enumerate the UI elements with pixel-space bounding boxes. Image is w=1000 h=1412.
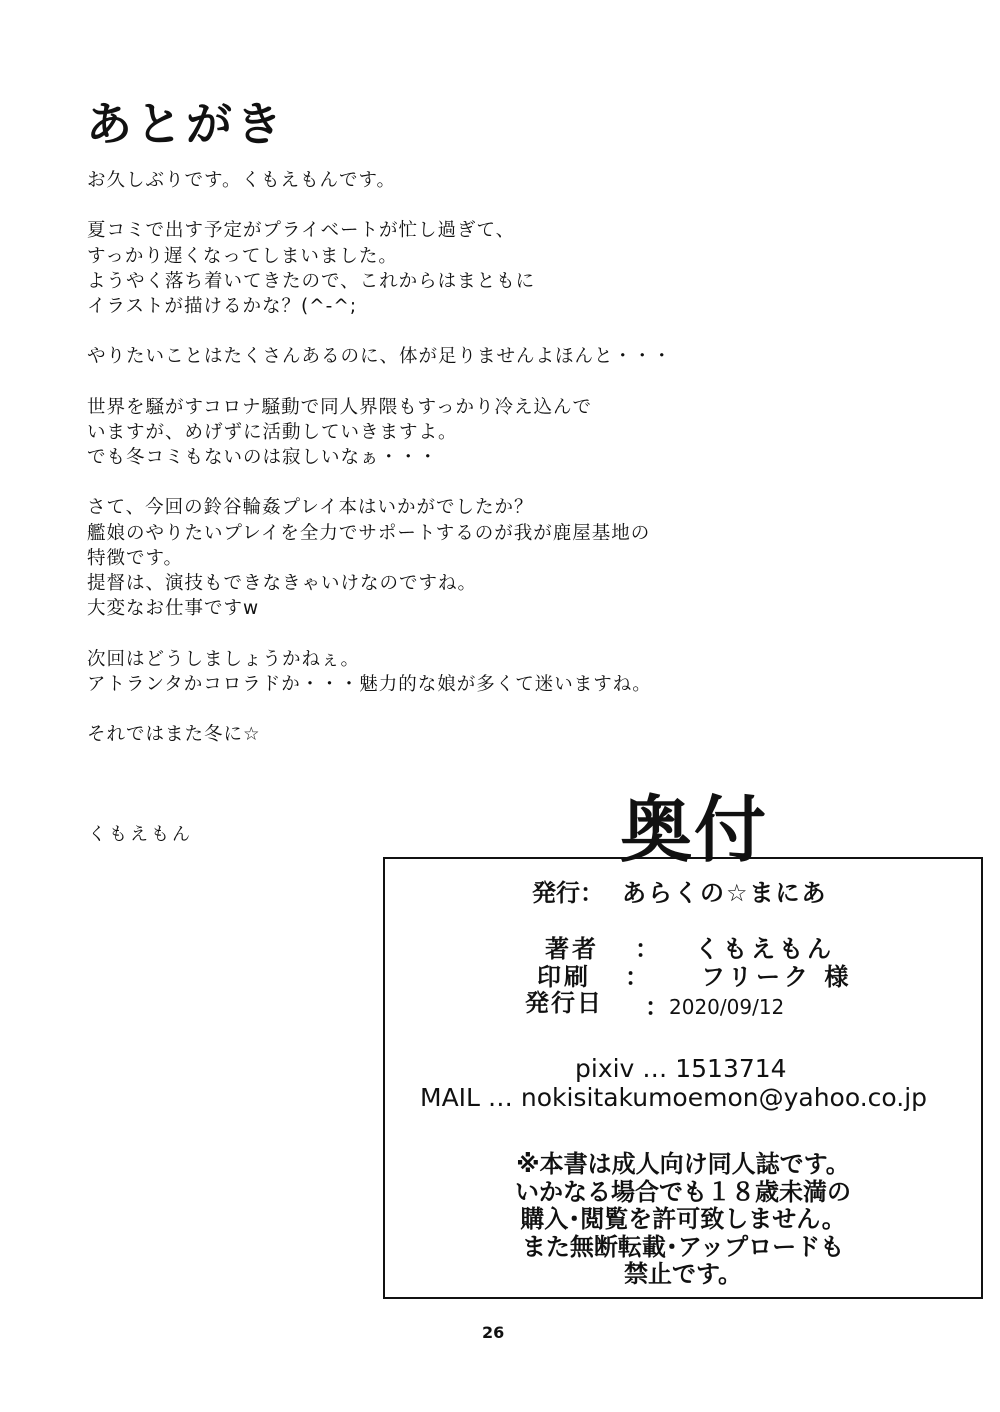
publisher-label: 発行：: [532, 879, 604, 907]
date-label: 発行日: [525, 989, 603, 1017]
afterword-title: あとがき: [86, 97, 286, 151]
afterword-line: イラストが描けるかな？(^-^;: [87, 295, 358, 317]
afterword-line: でも冬コミもないのは寂しいなぁ・・・: [87, 447, 439, 469]
notice-line: 購入･閲覧を許可致しません。: [520, 1205, 846, 1233]
printer-label: 印刷: [537, 963, 591, 991]
blank-line: [87, 697, 672, 722]
date-value: 2020/09/12: [669, 995, 785, 1019]
author-sep: ：: [635, 935, 659, 963]
afterword-line: いますが、めげずに活動していきますよ。: [87, 421, 458, 443]
printer-value: フリーク 様: [701, 963, 853, 991]
afterword-line: お久しぶりです。くもえもんです。: [87, 170, 397, 191]
blank-line: [87, 319, 672, 344]
printer-sep: ：: [625, 963, 649, 991]
page-number: 26: [482, 1323, 505, 1342]
afterword-line: 世界を騒がすコロナ騒動で同人界隈もすっかり冷え込んで: [87, 396, 592, 418]
afterword-line: やりたいことはたくさんあるのに、体が足りませんよほんと・・・: [87, 346, 673, 368]
afterword-line: すっかり遅くなってしまいました。: [87, 245, 398, 267]
afterword-line: 夏コミで出す予定がプライベートが忙し過ぎて、: [87, 220, 516, 242]
date-sep: ：: [645, 993, 669, 1021]
afterword-line: 提督は、演技もできなきゃいけなのですね。: [87, 573, 478, 594]
pixiv-id: pixiv … 1513714: [575, 1054, 787, 1083]
afterword-line: それではまた冬に☆: [87, 724, 261, 746]
blank-line: [87, 621, 672, 646]
colophon-box: [383, 857, 983, 1299]
blank-line: [87, 370, 672, 395]
afterword-line: 次回はどうしましょうかねぇ。: [87, 648, 361, 670]
afterword-line: さて、今回の鈴谷輪姦プレイ本はいかがでしたか？: [87, 497, 534, 519]
blank-line: [87, 470, 672, 495]
notice-line: いかなる場合でも１８歳未満の: [515, 1177, 851, 1206]
age-restriction-notice: [385, 1151, 981, 1289]
author-label: 著者: [545, 935, 599, 963]
notice-line: ※本書は成人向け同人誌です。: [516, 1150, 850, 1178]
notice-line: 禁止です。: [623, 1260, 743, 1288]
afterword-line: 大変なお仕事ですw: [87, 598, 260, 620]
afterword-line: 特徴です。: [87, 547, 184, 569]
author-signature: くもえもん: [88, 824, 193, 845]
afterword-line: 艦娘のやりたいプレイを全力でサポートするのが我が鹿屋基地の: [87, 522, 651, 544]
publisher-value: あらくの☆まにあ: [622, 879, 828, 907]
afterword-body: [87, 168, 672, 747]
colophon-title: 奥付: [620, 788, 769, 872]
afterword-line: ようやく落ち着いてきたので、これからはまともに: [87, 270, 536, 292]
author-value: くもえもん: [695, 935, 835, 963]
notice-line: また無断転載･アップロードも: [521, 1232, 845, 1261]
afterword-line: アトランタかコロラドか・・・魅力的な娘が多くて迷いますね。: [87, 673, 652, 695]
blank-line: [87, 193, 672, 218]
mail-address: MAIL … nokisitakumoemon@yahoo.co.jp: [420, 1083, 928, 1112]
